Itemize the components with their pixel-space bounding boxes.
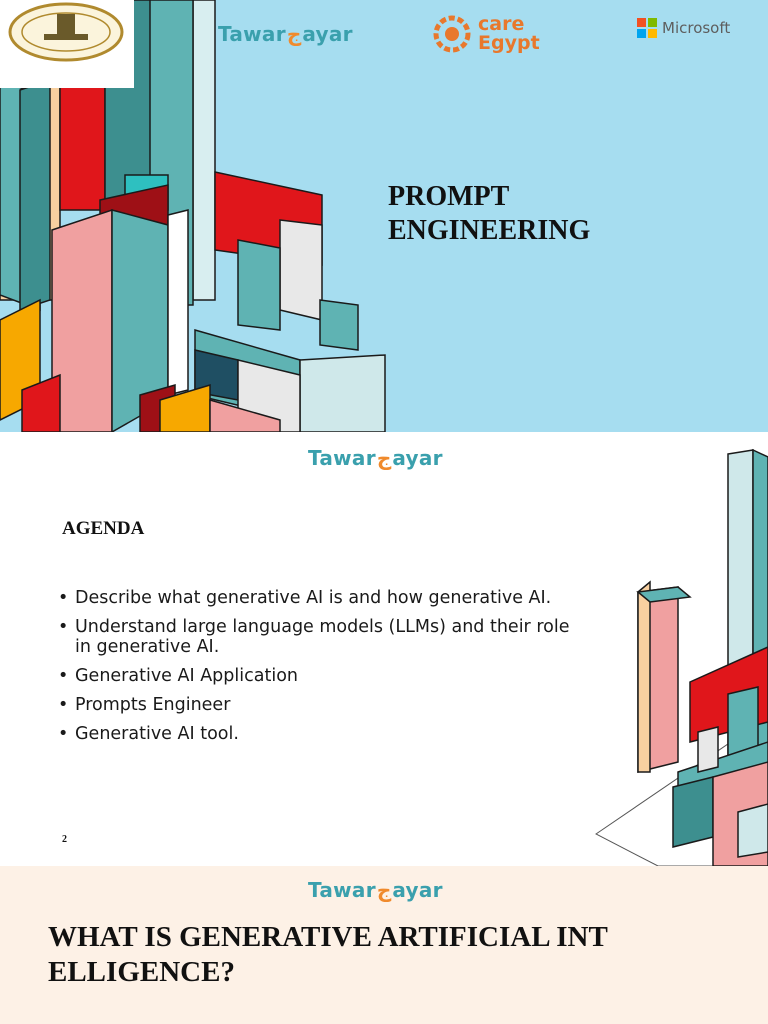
care-egypt-logo: care Egypt bbox=[432, 14, 540, 54]
care-emblem-icon bbox=[432, 14, 472, 54]
agenda-item: • Generative AI tool. bbox=[58, 724, 578, 744]
agenda-item: • Generative AI Application bbox=[58, 666, 578, 686]
isometric-buildings-illustration bbox=[578, 432, 768, 866]
agenda-slide bbox=[0, 432, 768, 866]
section-slide bbox=[0, 866, 768, 1024]
agenda-item: • Prompts Engineer bbox=[58, 695, 578, 715]
agenda-item: • Understand large language models (LLMs) and their role in generative AI. bbox=[58, 617, 578, 657]
microsoft-squares-icon bbox=[637, 18, 657, 38]
slide-title: PROMPT ENGINEERING bbox=[388, 181, 591, 246]
agenda-item: • Describe what generative AI is and how generative AI. bbox=[58, 588, 578, 608]
title-slide bbox=[0, 0, 768, 432]
tawar-gayar-logo: Tawar ج ayar bbox=[308, 446, 443, 470]
page-number: 2 bbox=[62, 834, 67, 845]
tawar-gayar-logo: Tawar ج ayar bbox=[308, 878, 443, 902]
agenda-list bbox=[58, 588, 578, 753]
microsoft-logo: Microsoft bbox=[637, 18, 730, 38]
ministry-seal-logo bbox=[0, 0, 134, 88]
section-title: WHAT IS GENERATIVE ARTIFICIAL INTELLIGENCE? bbox=[48, 921, 608, 988]
agenda-heading: AGENDA bbox=[62, 518, 145, 539]
tawar-gayar-logo: Tawar ج ayar bbox=[218, 22, 353, 46]
